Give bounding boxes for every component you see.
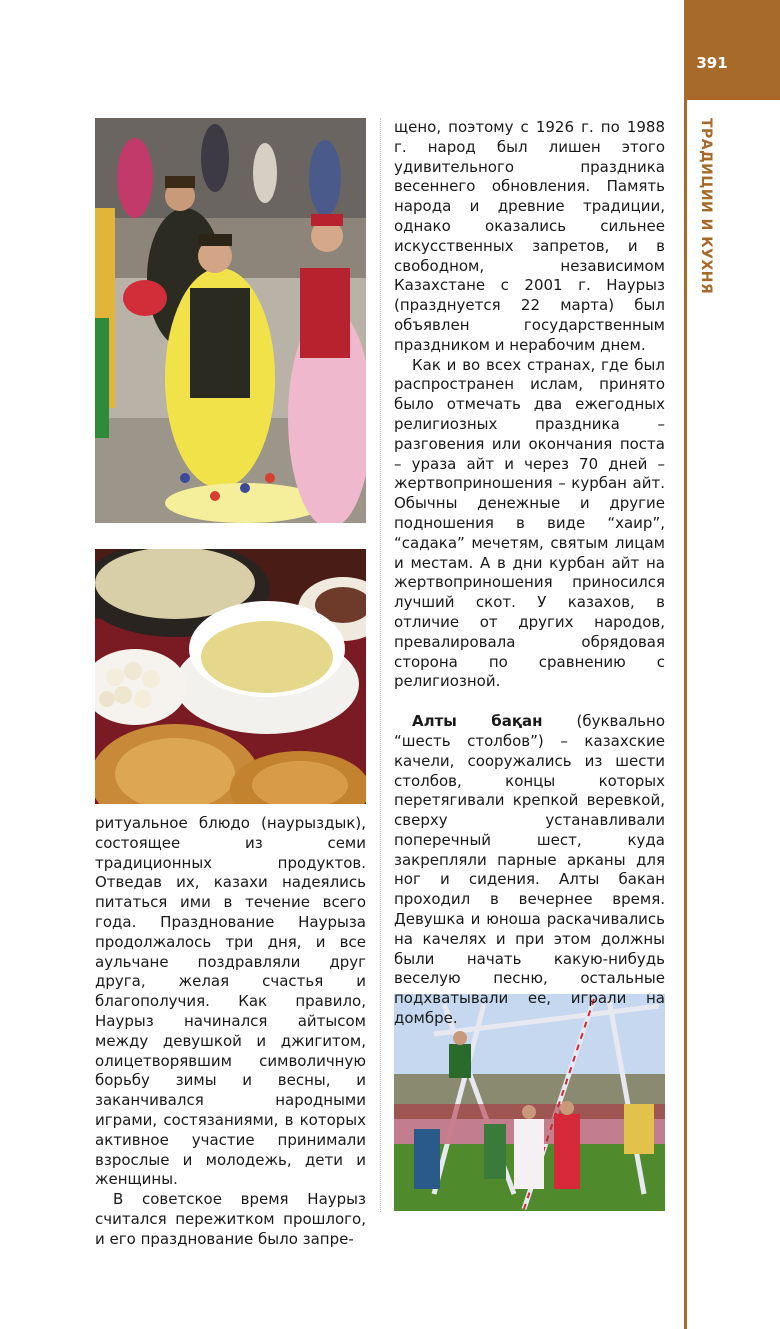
paragraph: щено, поэтому с 1926 г. по 1988 г. народ был лишен этого удивительного праздника весеннего обновления. Память народа и древние традиции, однако оказались сильнее искусственных запретов, и в свободном, независимом Казахстане с 2001 г. Наурыз (празднуется 22 марта) был объявлен государственным праздником и нерабочим днем. [394,118,665,354]
alty-bakan-paragraph [394,712,665,1029]
left-column-text [95,814,366,1250]
nauryz-kozhe-dish-photo [95,549,366,804]
paragraph-body: (буквально “шесть столбов”) – казахские качели, сооружались из шести столбов, концы которых перетягивали крепкой веревкой, сверху устанавливали поперечный шест, куда закрепляли парные арканы для ног и сидения. Алты бакан проходил в вечернее время. Девушка и юноша раскачивались на качелях и при этом должны были начать какую-нибудь веселую песню, остальные подхватывали ее, играли на домбре. [394,712,665,1028]
paragraph: ритуальное блюдо (наурыздык), состоящее из семи традиционных продуктов. Отведав их, казахи надеялись питаться ими в течение всего года. Празднование Наурыза продолжалось три дня, и все аульчане поздравляли друг друга, желая счастья и благополучия. Как правило, Наурыз начинался айтысом между девушкой и джигитом, олицетворявшим символичную борьбу зимы и весны, и заканчивался народными играми, состязаниями, в которых активное участие принимали взрослые и молодежь, дети и женщины. [95,814,366,1189]
column-divider [380,118,381,1212]
sidebar-rule [684,0,687,1329]
women-in-traditional-dress-photo [95,118,366,523]
paragraph: Как и во всех странах, где был распространен ислам, принято было отмечать два ежегодных религиозных праздника – разговения или окончания поста – ураза айт и через 70 дней – жертвоприношения – курбан айт. Обычны денежные и другие подношения в виде “хаир”, “садака” мечетям, святым лицам и местам. А в дни курбан айт на жертвоприношения приносился лучший скот. У казахов, в отличие от других народов, превалировала обрядовая сторона по сравнению с религиозной. [394,355,665,691]
right-column-text [394,118,665,1029]
section-title: ТРАДИЦИИ И КУХНЯ [698,118,714,295]
page-number-tab [687,0,780,100]
paragraph: В советское время Наурыз считался пережитком прошлого, и его празднование было запре- [95,1190,366,1248]
term-alty-bakan: Алты бақан [412,712,543,731]
page-number: 391 [696,54,728,72]
